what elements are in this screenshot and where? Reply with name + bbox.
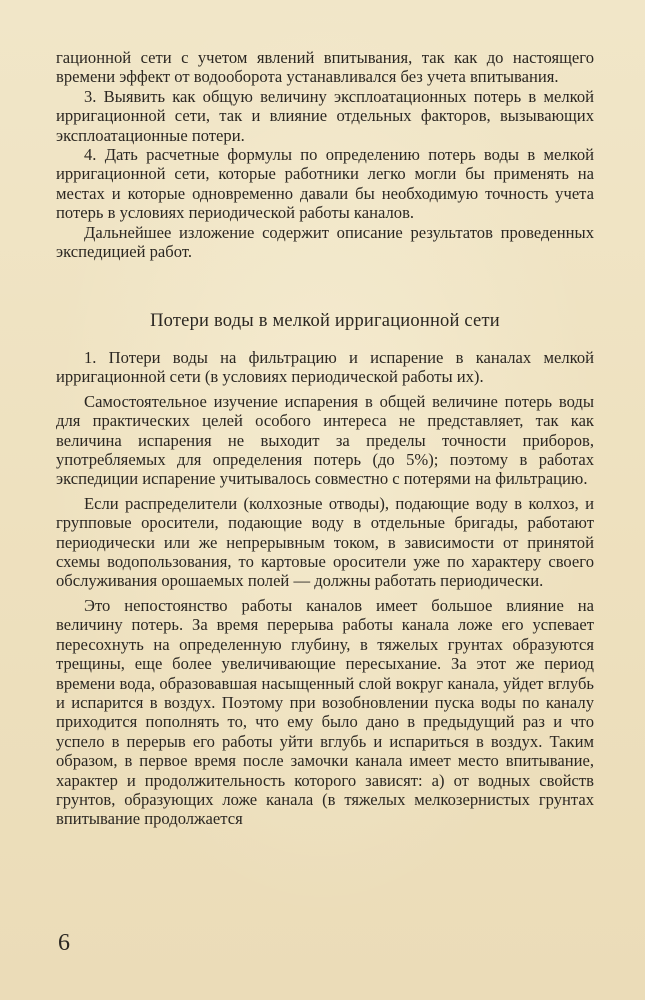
section-heading: Потери воды в мелкой ирригационной сети [150, 311, 500, 331]
paragraph-continuation: гационной сети с учетом явлений впитывания, так как до настоящего времени эффект от водооборота устанавливался без учета впитывания. [56, 48, 594, 87]
page-number: 6 [58, 930, 70, 956]
paragraph-intermittency: Это непостоянство работы каналов имеет большое влияние на величину потерь. За время перерыва работы канала ложе его успевает пересохнуть на определенную глубину, в тяжелых грунтах образуются трещины, еще более увеличивающие пересыхание. За этот же период времени вода, образовавшая насыщенный слой вокруг канала, уйдет вглубь и испарится в воздух. Поэтому при возобновлении пуска воды по каналу приходится пополнять то, что ему было дано в предыдущий раз и что успело в перерыв его работы уйти вглубь и испариться в воздух. Таким образом, в первое время после замочки канала имеет место впитывание, характер и продолжительность которого зависят: а) от водных свойств грунтов, образующих ложе канала (в тяжелых мелкозернистых грунтах впитывание продолжается [56, 595, 594, 829]
text-block-section [56, 348, 594, 829]
paragraph-item-3: 3. Выявить как общую величину эксплоатационных потерь в мелкой ирригационной сети, так и влияние отдельных факторов, вызывающих эксплоатационные потери. [56, 86, 594, 145]
text-block-top [56, 48, 594, 261]
paragraph-item-4: 4. Дать расчетные формулы по определению потерь воды в мелкой ирригационной сети, которые работники легко могли бы применять на местах и которые одновременно давали бы необходимую точность учета потерь в условиях периодической работы каналов. [56, 145, 594, 223]
paragraph-evaporation: Самостоятельное изучение испарения в общей величине потерь воды для практических целей особого интереса не представляет, так как величина испарения не выходит за пределы точности приборов, употребляемых для определения потерь (до 5%); поэтому в работах экспедиции испарение учитывалось совместно с потерями на фильтрацию. [56, 391, 594, 489]
paragraph-summary: Дальнейшее изложение содержит описание результатов проведенных экспедицией работ. [56, 222, 594, 262]
paragraph-distributors: Если распределители (колхозные отводы), подающие воду в колхоз, и групповые оросители, подающие воду в отдельные бригады, работают периодически или же непрерывным током, в зависимости от принятой схемы водопользования, то картовые оросители уже по характеру своего обслуживания орошаемых полей — должны работать периодически. [56, 493, 594, 591]
paragraph-losses-intro: 1. Потери воды на фильтрацию и испарение в каналах мелкой ирригационной сети (в условиях периодической работы их). [56, 348, 594, 387]
